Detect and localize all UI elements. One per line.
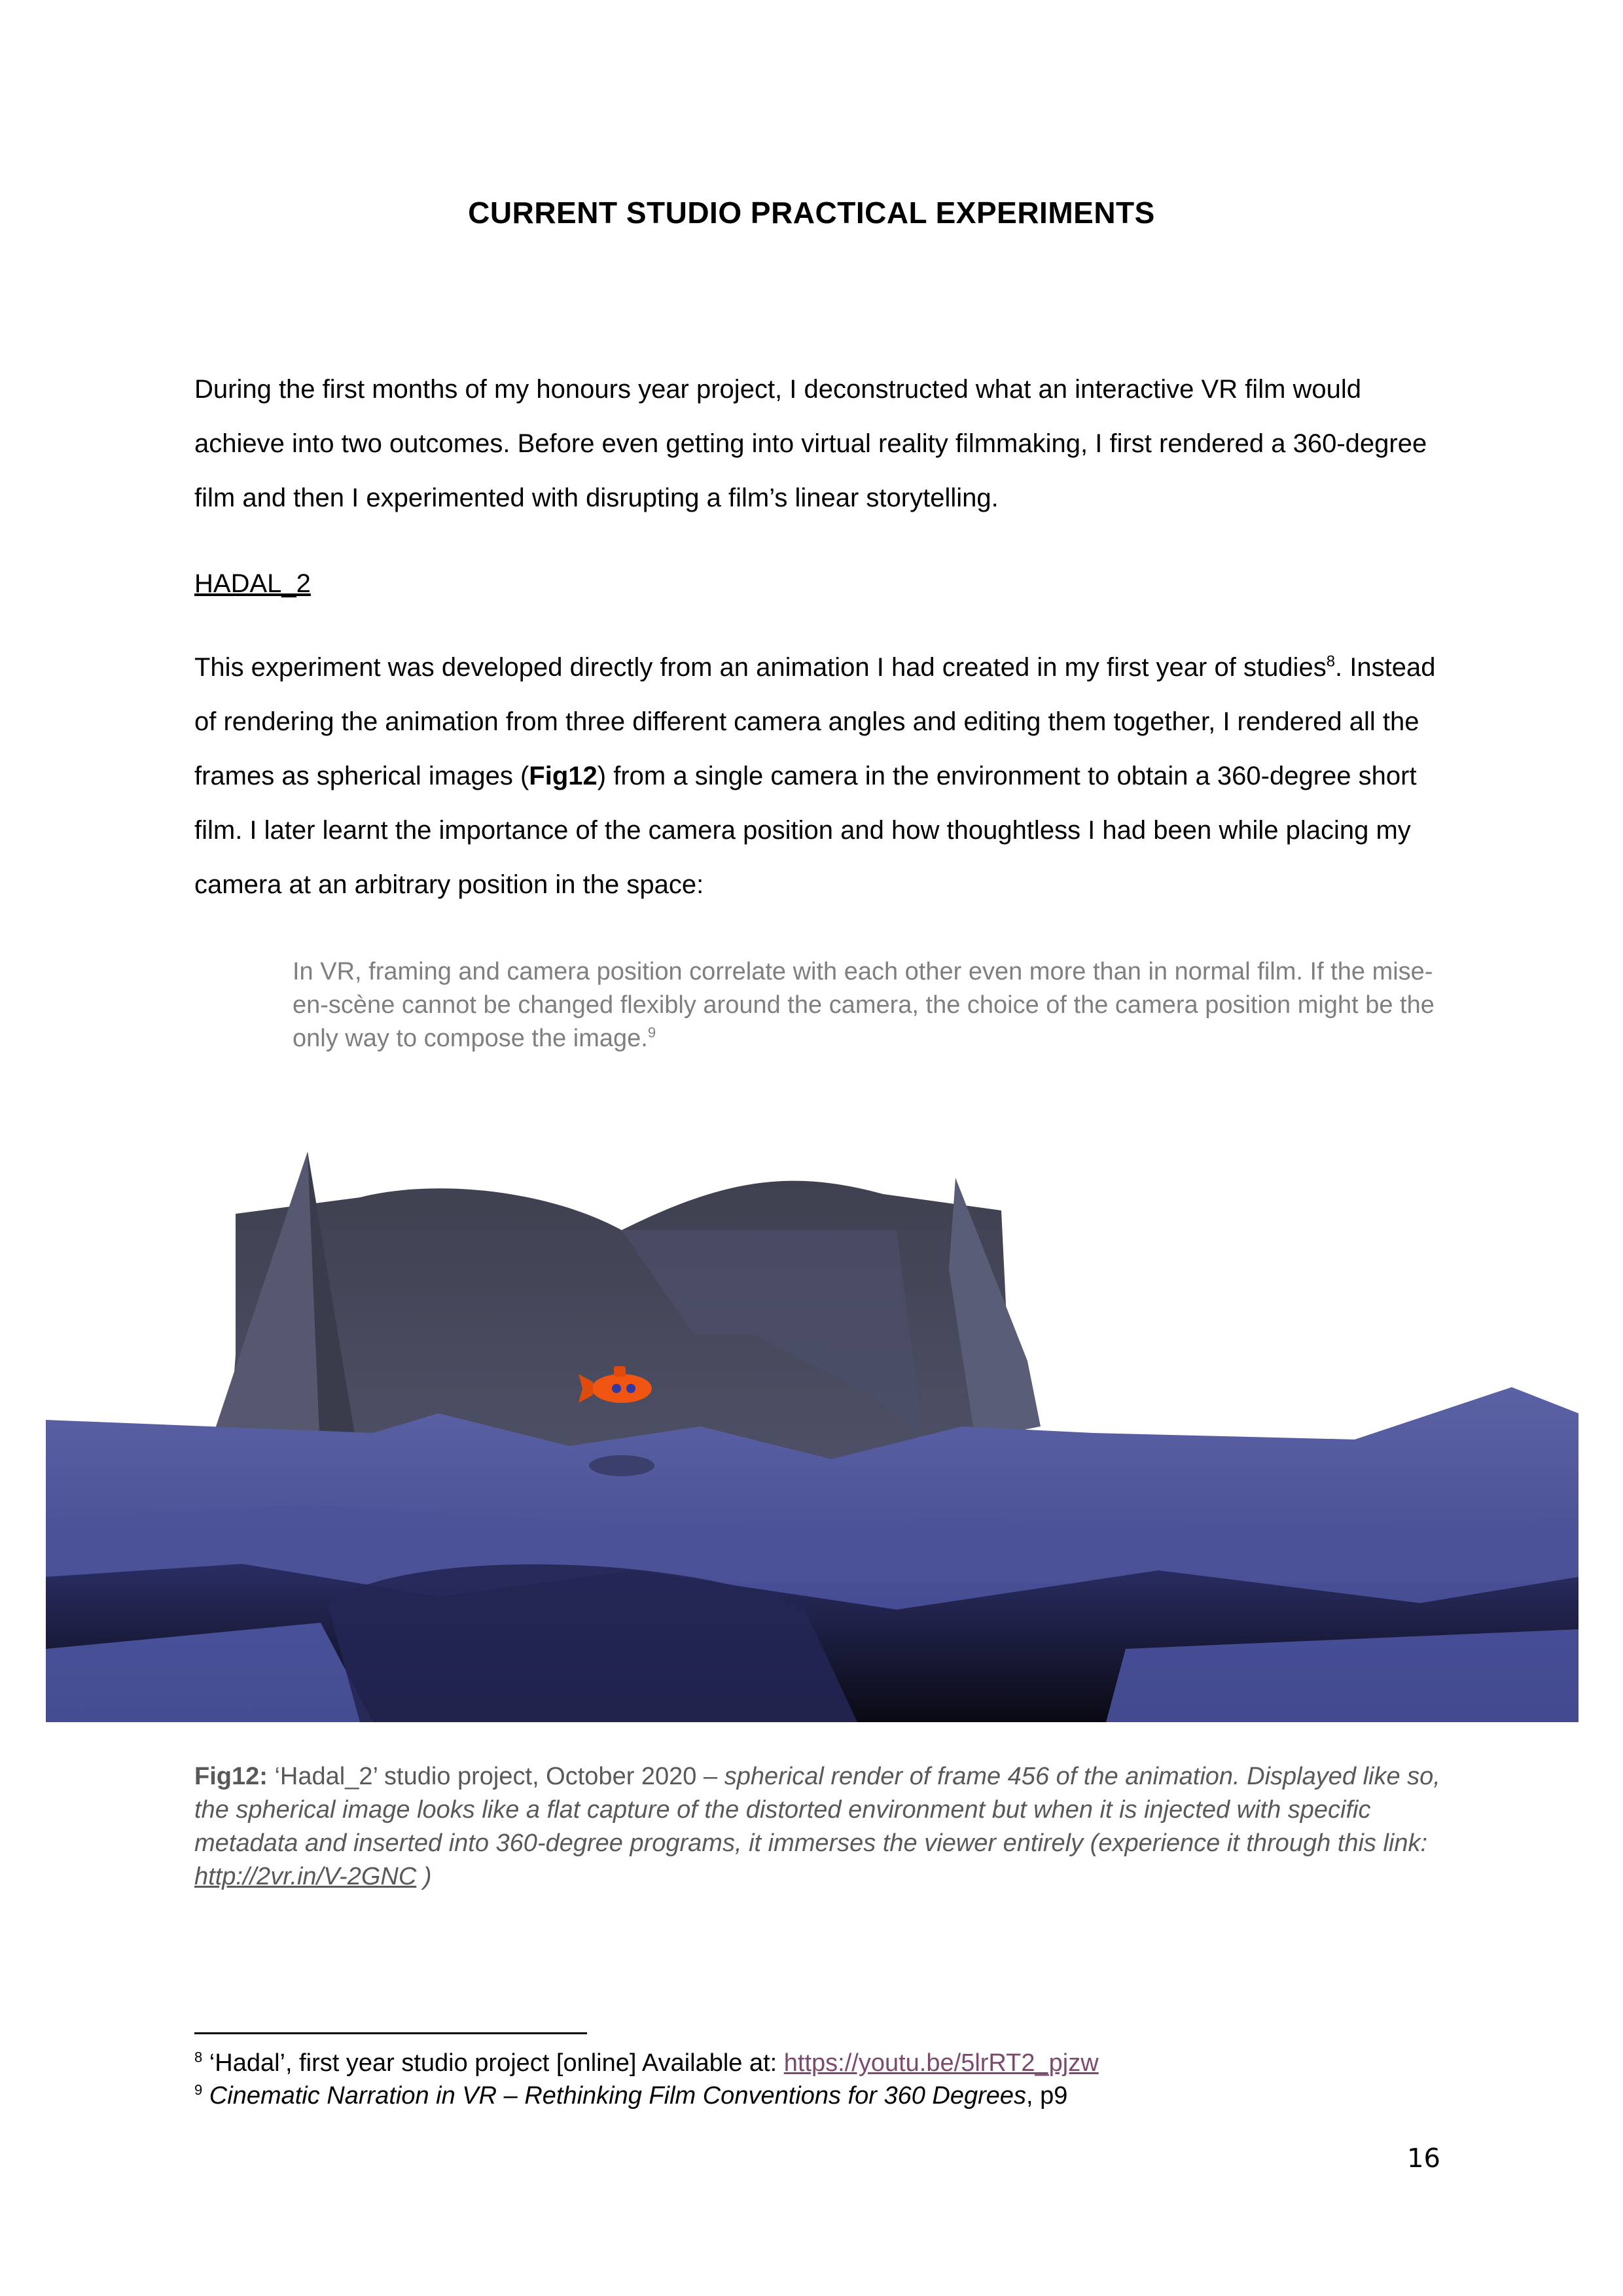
caption-italic: spherical render of frame 456 of the animation. Displayed like so, the spherical image looks like a flat capture of the distorted environment but when it is injected with specific metadata and inserted into 360-degree programs, it immerses the viewer entirely (experience it through this link: — [194, 1763, 1440, 1857]
page-number: 16 — [1407, 2144, 1440, 2174]
footnote-8 — [194, 2047, 1438, 2079]
footnote-number: 9 — [194, 2081, 203, 2098]
footnote-ref-9[interactable]: 9 — [647, 1024, 656, 1041]
footnote-9 — [194, 2079, 1438, 2112]
footnote-link[interactable]: https://youtu.be/5lrRT2_pjzw — [783, 2049, 1099, 2077]
footnote-text: ‘Hadal’, first year studio project [online] Available at: — [202, 2049, 784, 2077]
page-title: CURRENT STUDIO PRACTICAL EXPERIMENTS — [468, 196, 1155, 230]
spherical-render-image — [46, 1152, 1578, 1722]
figure-reference: Fig12 — [529, 762, 597, 790]
footnotes — [194, 2047, 1438, 2112]
figure-caption — [194, 1760, 1444, 1894]
footnote-number: 8 — [194, 2049, 203, 2066]
intro-paragraph: During the first months of my honours year project, I deconstructed what an interactive VR film would achieve into two outcomes. Before even getting into virtual reality filmmaking, I first rendered a 360-degree film and then I experimented with disrupting a film’s linear storytelling. — [194, 375, 1427, 512]
section-paragraph — [194, 641, 1438, 912]
block-quote — [293, 955, 1438, 1055]
section-heading: HADAL_2 — [194, 569, 311, 598]
footnote-title: Cinematic Narration in VR – Rethinking Film Conventions for 360 Degrees — [202, 2082, 1027, 2110]
caption-plain: ‘Hadal_2’ studio project, October 2020 – — [267, 1763, 724, 1790]
footnote-ref-8[interactable]: 8 — [1326, 652, 1336, 671]
section-text-2: . Instead of rendering the animation from three different camera angles and editing them together, I rendered all the frames as spherical images ( — [194, 653, 1436, 790]
section-text-1: This experiment was developed directly from an animation I had created in my first year of studies — [194, 653, 1327, 682]
quote-text: In VR, framing and camera position correlate with each other even more than in normal film. If the mise-en-scène cannot be changed flexibly around the camera, the choice of the camera position might be the only way to compose the image. — [293, 958, 1435, 1052]
footnote-divider — [194, 2032, 587, 2034]
footnote-text: , p9 — [1026, 2082, 1068, 2110]
section-text-3: ) from a single camera in the environment to obtain a 360-degree short film. I later learnt the importance of the camera position and how thoughtless I had been while placing my camera at an arbitrary position in the space: — [194, 762, 1417, 899]
caption-label: Fig12: — [194, 1763, 268, 1790]
caption-end: ) — [416, 1863, 432, 1890]
caption-link[interactable]: http://2vr.in/V-2GNC — [194, 1863, 417, 1890]
